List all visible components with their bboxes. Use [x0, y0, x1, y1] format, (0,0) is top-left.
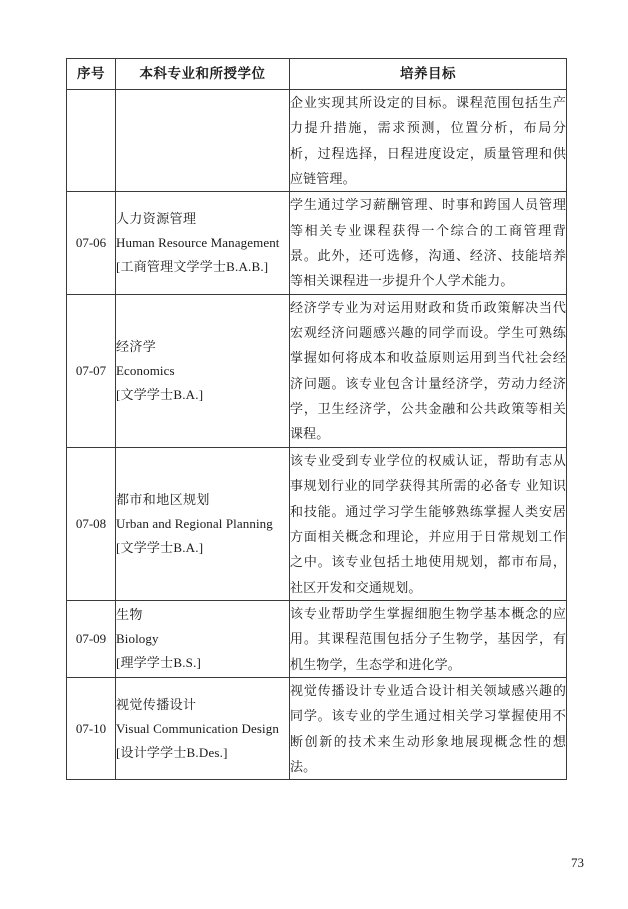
major-name-cn: 人力资源管理 — [116, 210, 197, 226]
cell-major — [116, 192, 290, 294]
major-degree: [文学学士B.A.] — [116, 386, 204, 402]
cell-no: 07-08 — [67, 447, 116, 600]
cell-major — [116, 600, 290, 677]
table-row — [67, 600, 567, 677]
majors-table-container — [66, 58, 566, 780]
major-name-cn: 都市和地区规划 — [116, 491, 210, 507]
column-header-no: 序号 — [67, 59, 116, 90]
table-row — [67, 677, 567, 779]
column-header-goal: 培养目标 — [290, 59, 567, 90]
cell-major — [116, 90, 290, 192]
cell-major — [116, 677, 290, 779]
major-name-en: Visual Communication Design — [116, 720, 279, 736]
cell-no — [67, 90, 116, 192]
cell-no: 07-09 — [67, 600, 116, 677]
cell-goal: 学生通过学习薪酬管理、时事和跨国人员管理等相关专业课程获得一个综合的工商管理背景。此外，还可选修，沟通、经济、技能培养等相关课程进一步提升个人学术能力。 — [290, 192, 567, 294]
cell-goal: 该专业帮助学生掌握细胞生物学基本概念的应用。其课程范围包括分子生物学，基因学，有机生物学，生态学和进化学。 — [290, 600, 567, 677]
table-row — [67, 90, 567, 192]
column-header-major: 本科专业和所授学位 — [116, 59, 290, 90]
table-body — [67, 90, 567, 780]
major-degree: [文学学士B.A.] — [116, 539, 204, 555]
table-row — [67, 447, 567, 600]
cell-goal: 视觉传播设计专业适合设计相关领域感兴趣的同学。该专业的学生通过相关学习掌握使用不断创新的技术来生动形象地展现概念性的想法。 — [290, 677, 567, 779]
major-degree: [工商管理文学学士B.A.B.] — [116, 259, 269, 275]
table-row — [67, 294, 567, 447]
cell-goal: 经济学专业为对运用财政和货币政策解决当代宏观经济问题感兴趣的同学而设。学生可熟练掌握如何将成本和收益原则运用到当代社会经济问题。该专业包含计量经济学，劳动力经济学，卫生经济学，公共金融和公共政策等相关课程。 — [290, 294, 567, 447]
major-name-en: Economics — [116, 362, 175, 378]
cell-no: 07-10 — [67, 677, 116, 779]
major-name-en: Biology — [116, 630, 159, 646]
major-name-cn: 经济学 — [116, 338, 157, 354]
major-degree: [理学学士B.S.] — [116, 654, 202, 670]
cell-no: 07-06 — [67, 192, 116, 294]
cell-goal: 该专业受到专业学位的权威认证，帮助有志从事规划行业的同学获得其所需的必备专 业知识和技能。通过学习学生能够熟练掌握人类安居方面相关概念和理论，并应用于日常规划工作之中。该专业包括土地使用规划，都市布局，社区开发和交通规划。 — [290, 447, 567, 600]
major-name-cn: 生物 — [116, 606, 143, 622]
major-degree: [设计学学士B.Des.] — [116, 744, 228, 760]
table-row — [67, 192, 567, 294]
cell-goal: 企业实现其所设定的目标。课程范围包括生产力提升措施，需求预测，位置分析，布局分析，过程选择，日程进度设定，质量管理和供应链管理。 — [290, 90, 567, 192]
table-header — [67, 59, 567, 90]
table-header-row — [67, 59, 567, 90]
major-name-en: Urban and Regional Planning — [116, 515, 273, 531]
cell-major — [116, 294, 290, 447]
majors-table — [66, 58, 567, 780]
major-name-en: Human Resource Management — [116, 235, 280, 251]
major-name-cn: 视觉传播设计 — [116, 696, 197, 712]
page-number: 73 — [571, 855, 584, 870]
cell-no: 07-07 — [67, 294, 116, 447]
cell-major — [116, 447, 290, 600]
